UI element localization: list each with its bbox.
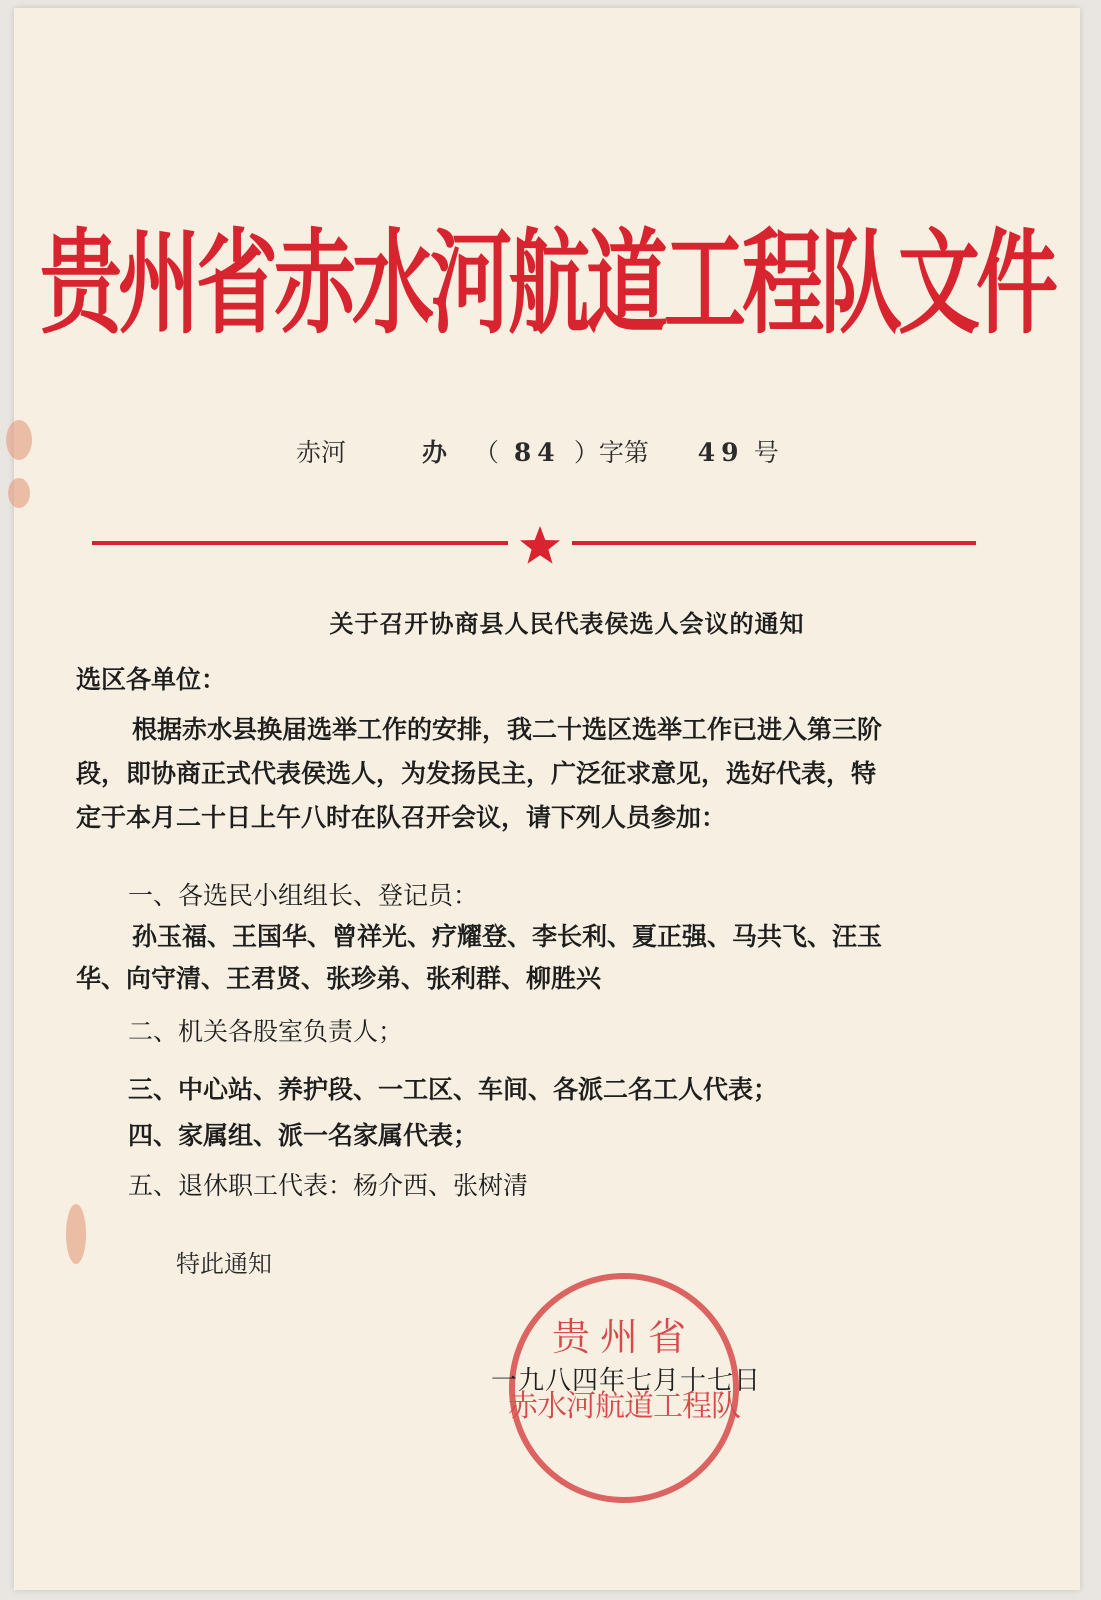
doc-number-year-close: ）字第: [573, 438, 649, 467]
list-item: 一、各选民小组组长、登记员：: [128, 881, 479, 910]
header-title: 贵州省赤水河航道工程队文件: [39, 218, 1054, 350]
notice-paragraph: [76, 708, 981, 840]
doc-number-suffix: 号: [753, 438, 779, 467]
stain-mark: [8, 478, 30, 508]
doc-number-number: 49: [697, 438, 745, 467]
doc-number-year-open: （: [473, 438, 499, 467]
document-date: 一九八四年七月十七日: [491, 1366, 762, 1396]
stain-mark: [6, 420, 32, 460]
divider-line-left: [92, 541, 508, 545]
paragraph-line: 定于本月二十日上午八时在队召开会议，请下列人员参加：: [76, 803, 727, 832]
closing-text: 特此通知: [176, 1250, 272, 1278]
stain-mark: [66, 1204, 86, 1264]
doc-number-office: 办: [421, 438, 447, 467]
seal-top-text: 贵州省: [551, 1315, 696, 1359]
names-line: 华、向守清、王君贤、张珍弟、张利群、柳胜兴: [76, 964, 602, 993]
doc-number-year: 84: [513, 438, 561, 467]
notice-title: 关于召开协商县人民代表侯选人会议的通知: [329, 609, 805, 638]
doc-number-prefix: 赤河: [296, 438, 347, 467]
seal-bottom-text: 赤水河航道工程队: [508, 1389, 740, 1424]
names-list: [76, 916, 986, 1000]
document-page: [14, 8, 1080, 1590]
paragraph-line: 根据赤水县换届选举工作的安排，我二十选区选举工作已进入第三阶: [132, 715, 883, 744]
document-number: [296, 433, 779, 469]
header-divider: [92, 526, 976, 562]
recipient-line: 选区各单位：: [76, 665, 227, 694]
list-item: 三、中心站、养护段、一工区、车间、各派二名工人代表；: [128, 1075, 779, 1104]
list-item: 五、退休职工代表：杨介西、张树清: [128, 1171, 529, 1200]
star-icon: [518, 524, 562, 566]
list-item: 四、家属组、派一名家属代表；: [128, 1121, 479, 1150]
paragraph-line: 段，即协商正式代表侯选人，为发扬民主，广泛征求意见，选好代表，特: [76, 759, 877, 788]
names-line: 孙玉福、王国华、曾祥光、疗耀登、李长利、夏正强、马共飞、汪玉: [132, 922, 883, 951]
list-item: 二、机关各股室负责人；: [128, 1017, 404, 1046]
divider-line-right: [572, 541, 976, 545]
